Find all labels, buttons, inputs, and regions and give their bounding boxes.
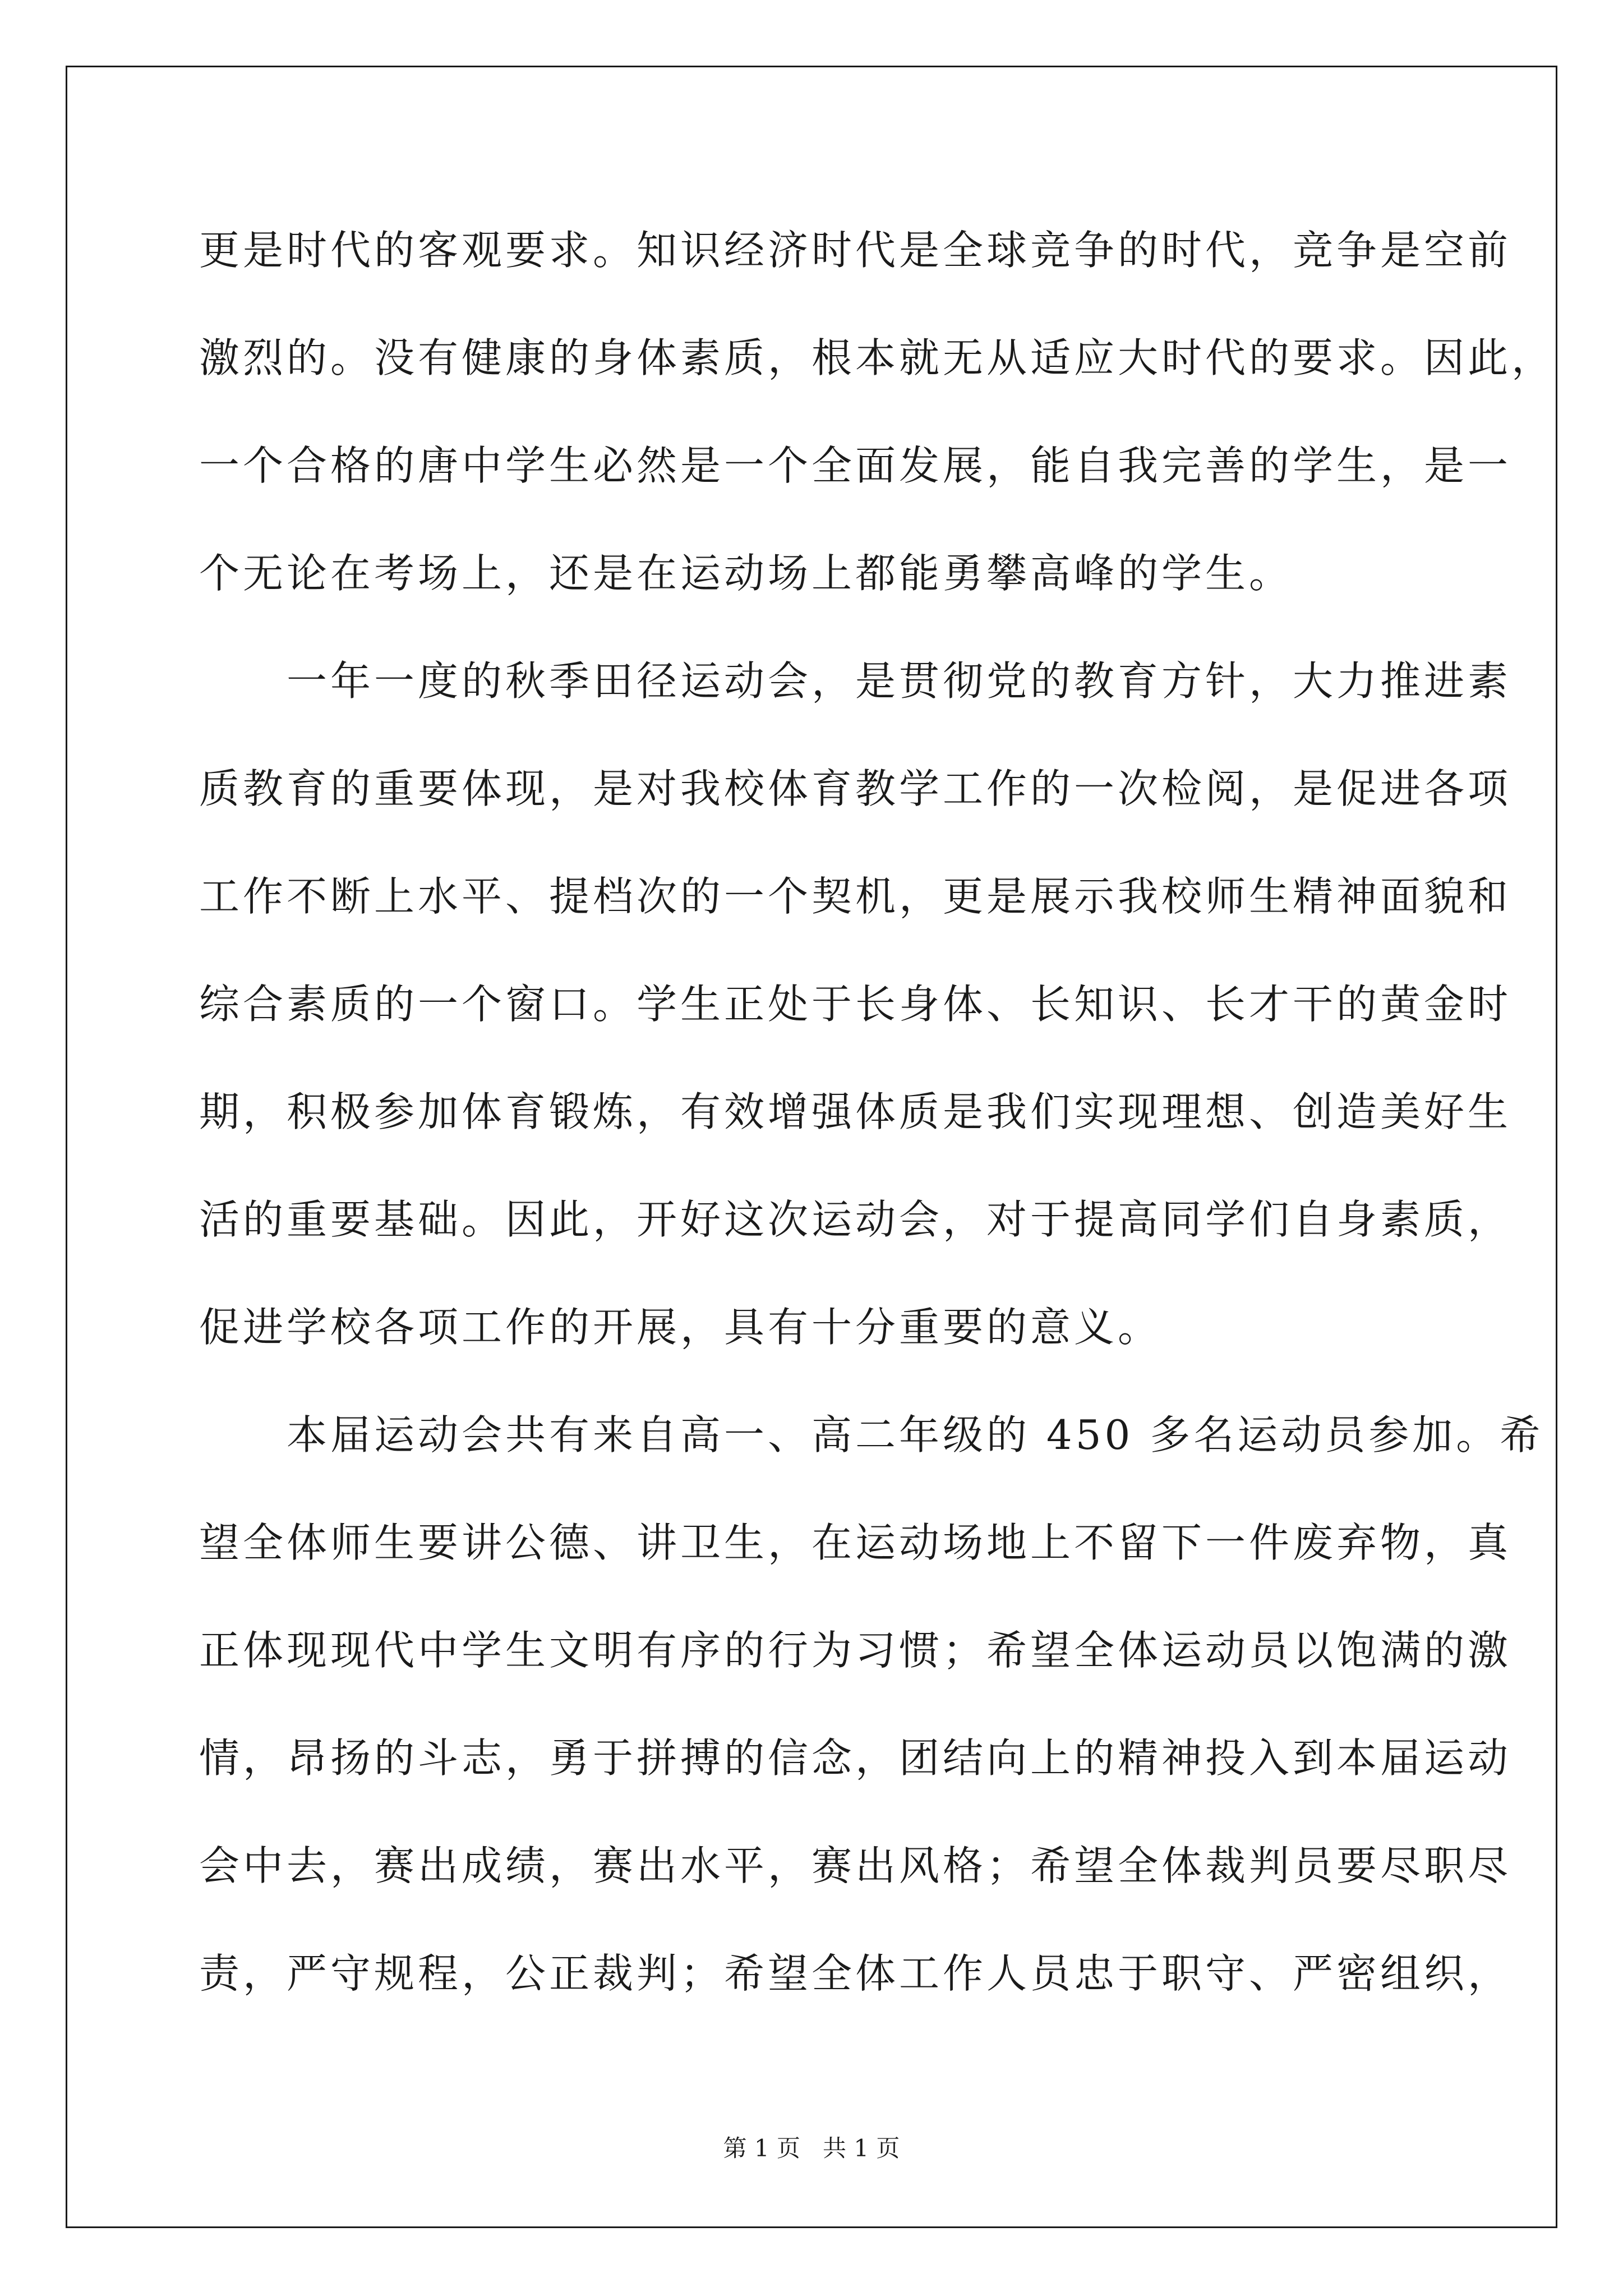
text-line: 期，积极参加体育锻炼，有效增强体质是我们实现理想、创造美好生 bbox=[199, 1088, 1512, 1135]
text-line: 本届运动会共有来自高一、高二年级的 450 多名运动员参加。希 bbox=[199, 1411, 1544, 1458]
text-line: 个无论在考场上，还是在运动场上都能勇攀高峰的学生。 bbox=[199, 550, 1293, 597]
text-line: 望全体师生要讲公德、讲卫生，在运动场地上不留下一件废弃物，真 bbox=[199, 1519, 1512, 1566]
text-line: 更是时代的客观要求。知识经济时代是全球竞争的时代，竞争是空前 bbox=[199, 227, 1512, 274]
text-line: 激烈的。没有健康的身体素质，根本就无从适应大时代的要求。因此， bbox=[199, 334, 1556, 381]
document-body bbox=[199, 218, 1556, 2049]
page-total: 共 1 页 bbox=[823, 2134, 900, 2162]
text-line: 责，严守规程，公正裁判；希望全体工作人员忠于职守、严密组织， bbox=[199, 1950, 1512, 1997]
text-line: 综合素质的一个窗口。学生正处于长身体、长知识、长才干的黄金时 bbox=[199, 981, 1512, 1028]
text-line: 工作不断上水平、提档次的一个契机，更是展示我校师生精神面貌和 bbox=[199, 873, 1512, 920]
text-line: 会中去，赛出成绩，赛出水平，赛出风格；希望全体裁判员要尽职尽 bbox=[199, 1842, 1512, 1889]
page-number: 第 1 页 bbox=[723, 2134, 800, 2162]
text-line: 促进学校各项工作的开展，具有十分重要的意义。 bbox=[199, 1304, 1162, 1351]
page-footer bbox=[0, 2132, 1623, 2165]
text-line: 一个合格的唐中学生必然是一个全面发展，能自我完善的学生，是一 bbox=[199, 442, 1512, 489]
text-line: 情，昂扬的斗志，勇于拼搏的信念，团结向上的精神投入到本届运动 bbox=[199, 1734, 1512, 1782]
text-line: 正体现现代中学生文明有序的行为习惯；希望全体运动员以饱满的激 bbox=[199, 1627, 1512, 1674]
text-line: 一年一度的秋季田径运动会，是贯彻党的教育方针，大力推进素 bbox=[199, 657, 1512, 705]
text-line: 活的重要基础。因此，开好这次运动会，对于提高同学们自身素质， bbox=[199, 1196, 1512, 1243]
text-line: 质教育的重要体现，是对我校体育教学工作的一次检阅，是促进各项 bbox=[199, 765, 1512, 812]
